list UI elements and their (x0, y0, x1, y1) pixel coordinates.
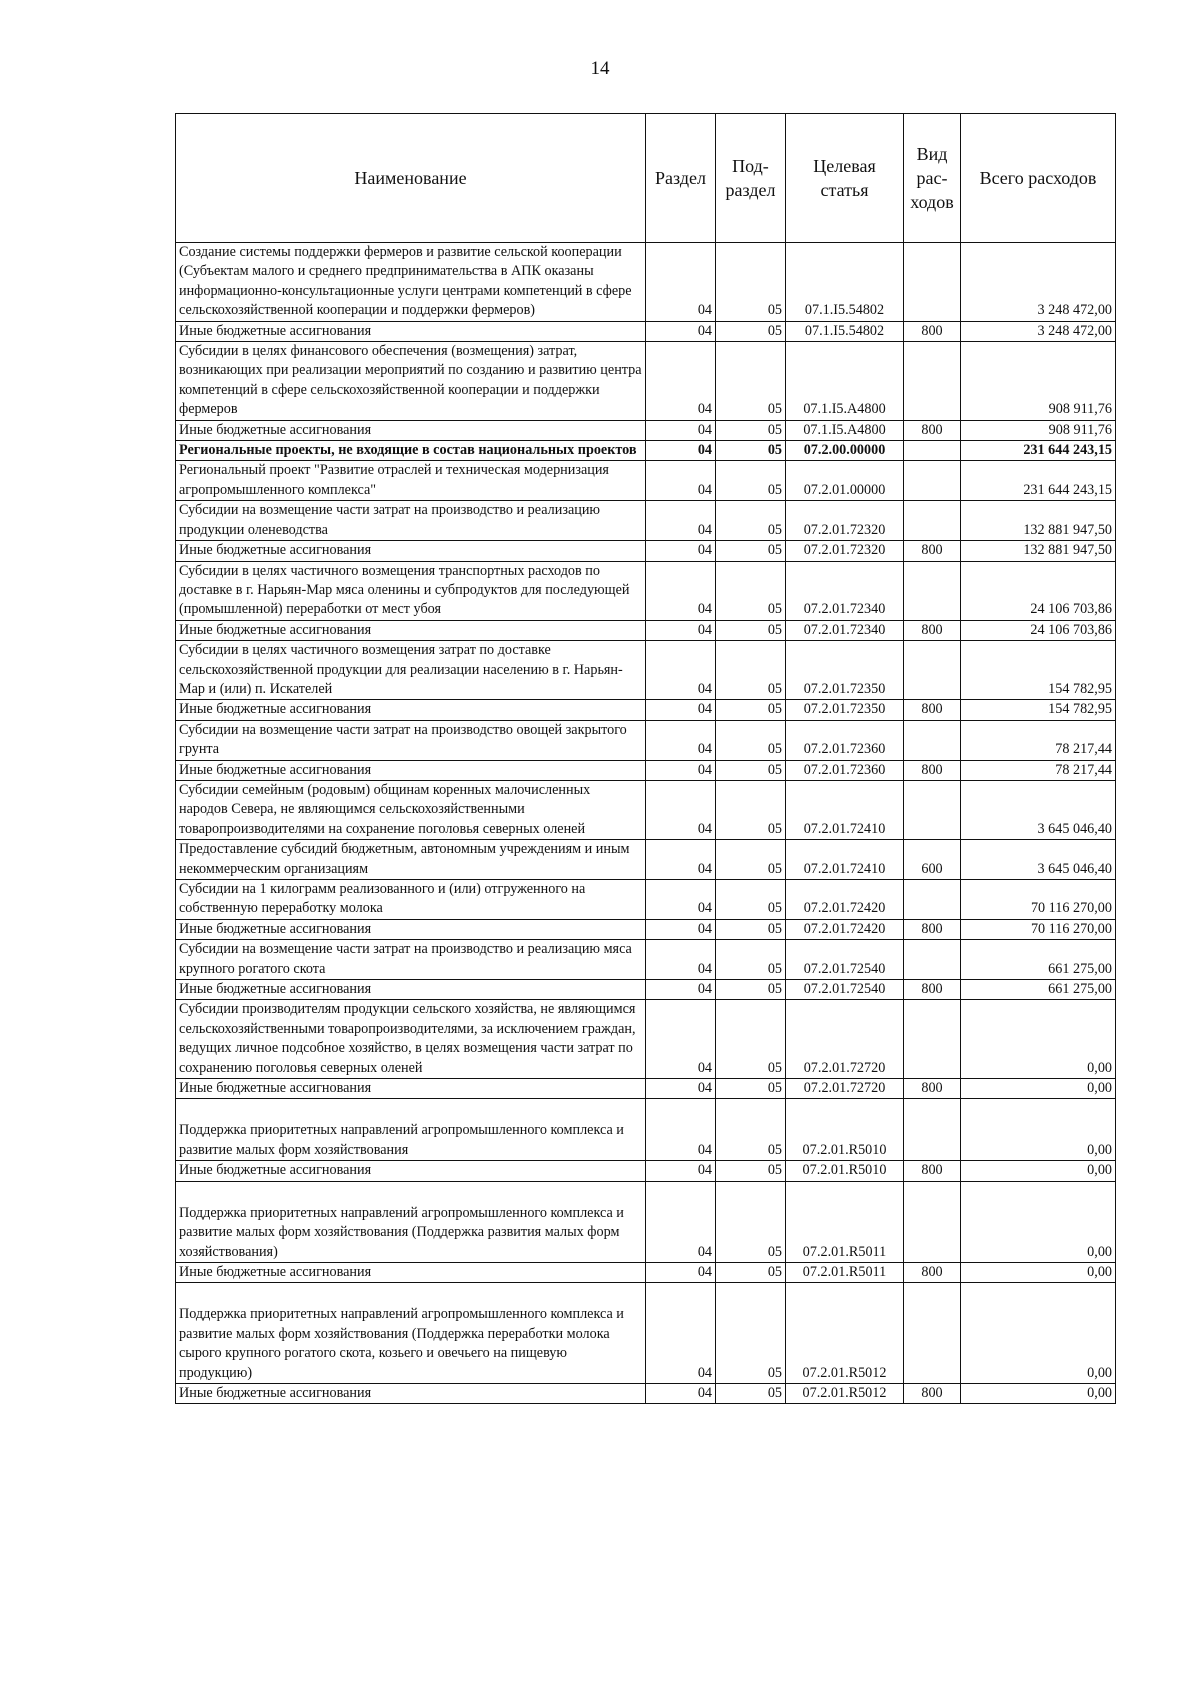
cell-section: 04 (646, 880, 716, 920)
cell-section: 04 (646, 919, 716, 939)
cell-total: 0,00 (961, 1262, 1116, 1282)
cell-target: 07.1.I5.54802 (786, 321, 904, 341)
table-row (176, 1283, 1116, 1384)
table-row (176, 441, 1116, 461)
cell-subsection: 05 (716, 501, 786, 541)
cell-target: 07.2.01.72720 (786, 1079, 904, 1099)
cell-target: 07.1.I5.54802 (786, 243, 904, 322)
cell-type: 800 (904, 1161, 961, 1181)
cell-total: 0,00 (961, 1079, 1116, 1099)
cell-name: Субсидии в целях частичного возмещения затрат по доставке сельскохозяйственной продукции для реализации населению в г. Нарьян-Мар и (или) п. Искателей (176, 641, 646, 700)
table-row (176, 700, 1116, 720)
cell-subsection: 05 (716, 700, 786, 720)
cell-total: 0,00 (961, 1099, 1116, 1161)
cell-target: 07.2.01.72360 (786, 760, 904, 780)
cell-total: 3 248 472,00 (961, 321, 1116, 341)
cell-name: Поддержка приоритетных направлений агропромышленного комплекса и развитие малых форм хозяйствования (176, 1099, 646, 1161)
table-row (176, 620, 1116, 640)
table-row (176, 501, 1116, 541)
table-header-row (176, 114, 1116, 243)
table-row (176, 641, 1116, 700)
cell-total: 231 644 243,15 (961, 441, 1116, 461)
cell-total: 3 248 472,00 (961, 243, 1116, 322)
cell-total: 0,00 (961, 1283, 1116, 1384)
cell-subsection: 05 (716, 1099, 786, 1161)
cell-target: 07.2.01.R5010 (786, 1099, 904, 1161)
header-name: Наименование (176, 114, 646, 243)
cell-total: 0,00 (961, 1383, 1116, 1403)
cell-total: 78 217,44 (961, 720, 1116, 760)
cell-target: 07.2.01.72540 (786, 940, 904, 980)
cell-total: 154 782,95 (961, 700, 1116, 720)
cell-target: 07.1.I5.A4800 (786, 420, 904, 440)
table-row (176, 243, 1116, 322)
cell-section: 04 (646, 940, 716, 980)
cell-type (904, 441, 961, 461)
cell-target: 07.2.01.72540 (786, 980, 904, 1000)
cell-name: Иные бюджетные ассигнования (176, 321, 646, 341)
cell-target: 07.2.01.72410 (786, 780, 904, 839)
cell-name: Иные бюджетные ассигнования (176, 620, 646, 640)
cell-total: 661 275,00 (961, 940, 1116, 980)
table-row (176, 1181, 1116, 1262)
cell-name: Субсидии на возмещение части затрат на производство овощей закрытого грунта (176, 720, 646, 760)
cell-name: Субсидии семейным (родовым) общинам коренных малочисленных народов Севера, не являющимся сельскохозяйственными товаропроизводителями на сохранение поголовья северных оленей (176, 780, 646, 839)
cell-subsection: 05 (716, 441, 786, 461)
cell-name: Поддержка приоритетных направлений агропромышленного комплекса и развитие малых форм хозяйствования (Поддержка переработки молока сырого крупного рогатого скота, козьего и овечьего на пищевую продукцию) (176, 1283, 646, 1384)
table-row (176, 840, 1116, 880)
cell-subsection: 05 (716, 780, 786, 839)
cell-subsection: 05 (716, 461, 786, 501)
cell-type: 800 (904, 541, 961, 561)
table-row (176, 1079, 1116, 1099)
table-row (176, 541, 1116, 561)
table-row (176, 780, 1116, 839)
cell-section: 04 (646, 541, 716, 561)
cell-type (904, 1099, 961, 1161)
cell-total: 132 881 947,50 (961, 501, 1116, 541)
cell-name: Иные бюджетные ассигнования (176, 919, 646, 939)
cell-type: 800 (904, 620, 961, 640)
cell-subsection: 05 (716, 243, 786, 322)
cell-section: 04 (646, 641, 716, 700)
cell-target: 07.2.01.72720 (786, 1000, 904, 1079)
cell-target: 07.2.01.72420 (786, 880, 904, 920)
cell-target: 07.2.01.72340 (786, 561, 904, 620)
cell-target: 07.2.01.R5010 (786, 1161, 904, 1181)
budget-table (175, 113, 1116, 1404)
cell-subsection: 05 (716, 1283, 786, 1384)
cell-subsection: 05 (716, 720, 786, 760)
cell-name: Создание системы поддержки фермеров и развитие сельской кооперации (Субъектам малого и среднего предпринимательства в АПК оказаны информационно-консультационные услуги центрами компетенций в сфере сельскохозяйственной кооперации и поддержки фермеров) (176, 243, 646, 322)
cell-section: 04 (646, 420, 716, 440)
cell-subsection: 05 (716, 1161, 786, 1181)
cell-target: 07.2.01.72420 (786, 919, 904, 939)
cell-type: 800 (904, 1383, 961, 1403)
cell-name: Иные бюджетные ассигнования (176, 420, 646, 440)
cell-subsection: 05 (716, 620, 786, 640)
cell-subsection: 05 (716, 1383, 786, 1403)
cell-section: 04 (646, 461, 716, 501)
table-body (176, 243, 1116, 1404)
cell-type: 800 (904, 1079, 961, 1099)
cell-name: Иные бюджетные ассигнования (176, 760, 646, 780)
cell-type: 800 (904, 980, 961, 1000)
cell-section: 04 (646, 1000, 716, 1079)
cell-subsection: 05 (716, 760, 786, 780)
table-row (176, 461, 1116, 501)
cell-total: 3 645 046,40 (961, 780, 1116, 839)
cell-type (904, 880, 961, 920)
cell-section: 04 (646, 321, 716, 341)
cell-subsection: 05 (716, 420, 786, 440)
cell-subsection: 05 (716, 980, 786, 1000)
cell-name: Региональные проекты, не входящие в состав национальных проектов (176, 441, 646, 461)
cell-name: Иные бюджетные ассигнования (176, 541, 646, 561)
cell-section: 04 (646, 1079, 716, 1099)
cell-name: Субсидии производителям продукции сельского хозяйства, не являющимся сельскохозяйственными товаропроизводителями, за исключением граждан, ведущих личное подсобное хозяйство, в целях возмещения части затрат по сохранению поголовья северных оленей (176, 1000, 646, 1079)
cell-type (904, 561, 961, 620)
cell-type: 800 (904, 1262, 961, 1282)
page-number: 14 (590, 58, 610, 79)
cell-name: Иные бюджетные ассигнования (176, 1161, 646, 1181)
cell-name: Субсидии на возмещение части затрат на производство и реализацию продукции оленеводства (176, 501, 646, 541)
cell-name: Региональный проект "Развитие отраслей и техническая модернизация агропромышленного комплекса" (176, 461, 646, 501)
table-row (176, 561, 1116, 620)
cell-target: 07.2.01.00000 (786, 461, 904, 501)
table-row (176, 880, 1116, 920)
cell-section: 04 (646, 1161, 716, 1181)
cell-section: 04 (646, 342, 716, 421)
cell-target: 07.2.01.72350 (786, 641, 904, 700)
cell-target: 07.2.00.00000 (786, 441, 904, 461)
cell-section: 04 (646, 1262, 716, 1282)
cell-subsection: 05 (716, 1079, 786, 1099)
cell-section: 04 (646, 1181, 716, 1262)
cell-target: 07.2.01.R5012 (786, 1383, 904, 1403)
cell-type: 800 (904, 321, 961, 341)
cell-type (904, 342, 961, 421)
cell-total: 908 911,76 (961, 342, 1116, 421)
cell-subsection: 05 (716, 1262, 786, 1282)
table-row (176, 760, 1116, 780)
cell-section: 04 (646, 501, 716, 541)
cell-target: 07.2.01.72360 (786, 720, 904, 760)
cell-subsection: 05 (716, 1000, 786, 1079)
header-section: Раздел (646, 114, 716, 243)
cell-total: 908 911,76 (961, 420, 1116, 440)
cell-type: 800 (904, 700, 961, 720)
cell-section: 04 (646, 1099, 716, 1161)
cell-subsection: 05 (716, 541, 786, 561)
cell-target: 07.2.01.72320 (786, 541, 904, 561)
cell-type (904, 1181, 961, 1262)
cell-total: 70 116 270,00 (961, 880, 1116, 920)
header-subsection: Под-раздел (716, 114, 786, 243)
cell-type (904, 940, 961, 980)
cell-section: 04 (646, 760, 716, 780)
table-row (176, 1383, 1116, 1403)
table-row (176, 720, 1116, 760)
header-total: Всего расходов (961, 114, 1116, 243)
cell-name: Иные бюджетные ассигнования (176, 700, 646, 720)
cell-total: 0,00 (961, 1000, 1116, 1079)
cell-total: 231 644 243,15 (961, 461, 1116, 501)
table-row (176, 919, 1116, 939)
cell-name: Субсидии в целях частичного возмещения транспортных расходов по доставке в г. Нарьян-Мар мяса оленины и субпродуктов для последующей (промышленной) переработки от мест убоя (176, 561, 646, 620)
cell-subsection: 05 (716, 840, 786, 880)
cell-type: 600 (904, 840, 961, 880)
cell-total: 24 106 703,86 (961, 620, 1116, 640)
cell-subsection: 05 (716, 940, 786, 980)
table-row (176, 1262, 1116, 1282)
cell-name: Иные бюджетные ассигнования (176, 1383, 646, 1403)
table-row (176, 342, 1116, 421)
cell-subsection: 05 (716, 561, 786, 620)
header-target: Целевая статья (786, 114, 904, 243)
cell-type (904, 1000, 961, 1079)
cell-section: 04 (646, 720, 716, 760)
cell-target: 07.1.I5.A4800 (786, 342, 904, 421)
cell-section: 04 (646, 561, 716, 620)
cell-section: 04 (646, 980, 716, 1000)
cell-subsection: 05 (716, 1181, 786, 1262)
cell-section: 04 (646, 1383, 716, 1403)
cell-section: 04 (646, 1283, 716, 1384)
cell-type: 800 (904, 760, 961, 780)
table-row (176, 980, 1116, 1000)
table-row (176, 1161, 1116, 1181)
cell-total: 70 116 270,00 (961, 919, 1116, 939)
cell-total: 78 217,44 (961, 760, 1116, 780)
cell-target: 07.2.01.72410 (786, 840, 904, 880)
cell-subsection: 05 (716, 641, 786, 700)
cell-total: 0,00 (961, 1181, 1116, 1262)
cell-total: 132 881 947,50 (961, 541, 1116, 561)
cell-type (904, 720, 961, 760)
cell-subsection: 05 (716, 880, 786, 920)
cell-type (904, 641, 961, 700)
cell-name: Предоставление субсидий бюджетным, автономным учреждениям и иным некоммерческим организациям (176, 840, 646, 880)
cell-total: 24 106 703,86 (961, 561, 1116, 620)
cell-section: 04 (646, 700, 716, 720)
cell-section: 04 (646, 780, 716, 839)
table-row (176, 940, 1116, 980)
cell-type (904, 461, 961, 501)
header-type: Вид рас-ходов (904, 114, 961, 243)
cell-target: 07.2.01.72340 (786, 620, 904, 640)
cell-section: 04 (646, 441, 716, 461)
cell-name: Субсидии на 1 килограмм реализованного и (или) отгруженного на собственную переработку молока (176, 880, 646, 920)
cell-name: Иные бюджетные ассигнования (176, 1262, 646, 1282)
table-row (176, 321, 1116, 341)
table-row (176, 1099, 1116, 1161)
table-row (176, 1000, 1116, 1079)
cell-type (904, 780, 961, 839)
cell-name: Субсидии в целях финансового обеспечения (возмещения) затрат, возникающих при реализации мероприятий по созданию и развитию центра компетенций в сфере сельскохозяйственной кооперации и поддержки фермеров (176, 342, 646, 421)
cell-target: 07.2.01.R5011 (786, 1181, 904, 1262)
cell-name: Субсидии на возмещение части затрат на производство и реализацию мяса крупного рогатого скота (176, 940, 646, 980)
cell-type: 800 (904, 919, 961, 939)
cell-section: 04 (646, 840, 716, 880)
cell-type (904, 1283, 961, 1384)
cell-subsection: 05 (716, 919, 786, 939)
cell-type: 800 (904, 420, 961, 440)
cell-total: 3 645 046,40 (961, 840, 1116, 880)
cell-section: 04 (646, 620, 716, 640)
cell-type (904, 243, 961, 322)
cell-total: 154 782,95 (961, 641, 1116, 700)
cell-target: 07.2.01.R5012 (786, 1283, 904, 1384)
cell-subsection: 05 (716, 342, 786, 421)
cell-section: 04 (646, 243, 716, 322)
cell-target: 07.2.01.72320 (786, 501, 904, 541)
cell-target: 07.2.01.72350 (786, 700, 904, 720)
cell-total: 0,00 (961, 1161, 1116, 1181)
cell-total: 661 275,00 (961, 980, 1116, 1000)
cell-name: Поддержка приоритетных направлений агропромышленного комплекса и развитие малых форм хозяйствования (Поддержка развития малых форм хозяйствования) (176, 1181, 646, 1262)
cell-type (904, 501, 961, 541)
cell-name: Иные бюджетные ассигнования (176, 980, 646, 1000)
cell-name: Иные бюджетные ассигнования (176, 1079, 646, 1099)
cell-target: 07.2.01.R5011 (786, 1262, 904, 1282)
table-row (176, 420, 1116, 440)
cell-subsection: 05 (716, 321, 786, 341)
